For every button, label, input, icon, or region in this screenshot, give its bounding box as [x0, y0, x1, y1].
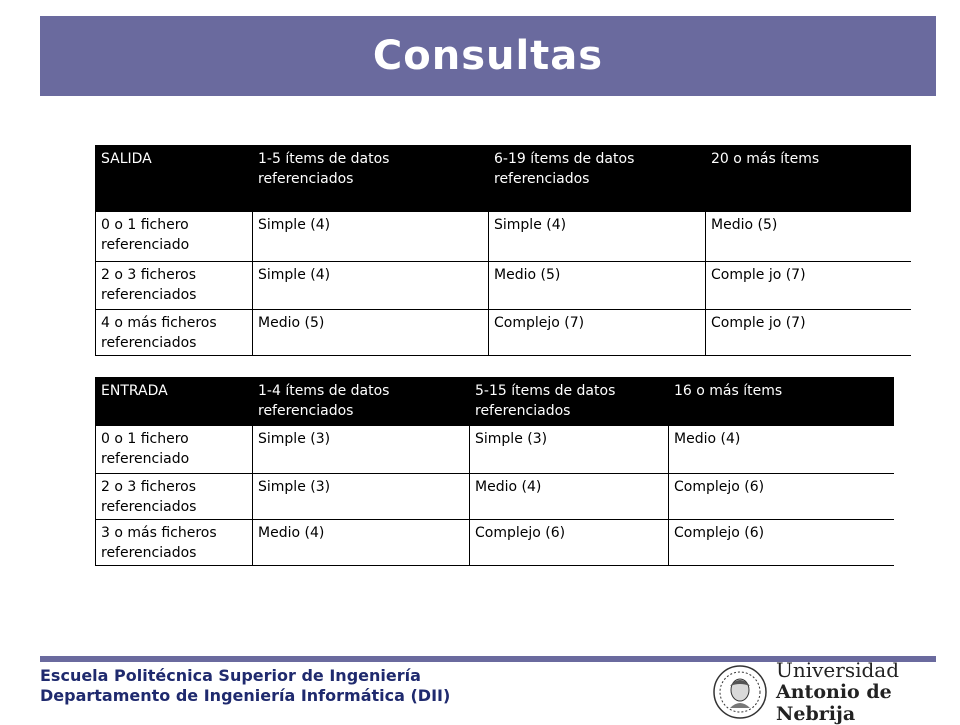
table-cell: Complejo (6) [470, 520, 669, 566]
table-cell: Medio (4) [669, 426, 894, 474]
table-cell: Simple (4) [253, 212, 489, 262]
table-cell: Comple jo (7) [706, 310, 911, 356]
page-title: Consultas [372, 33, 604, 79]
table-cell: Medio (5) [706, 212, 911, 262]
entrada-table [95, 377, 894, 566]
header-cell: 20 o más ítems [706, 146, 911, 212]
footer-department: Departamento de Ingeniería Informática (DII) [40, 686, 451, 705]
table-cell: Simple (3) [253, 474, 470, 520]
header-cell: 1-4 ítems de datos referenciados [253, 378, 470, 426]
table-cell: Medio (4) [470, 474, 669, 520]
table-cell: Medio (5) [253, 310, 489, 356]
table-cell: Simple (3) [253, 426, 470, 474]
table-row [96, 474, 894, 520]
row-label-cell: 0 o 1 fichero referenciado [96, 212, 253, 262]
header-cell: 16 o más ítems [669, 378, 894, 426]
table-cell: Medio (5) [489, 262, 706, 310]
nebrija-seal-icon [712, 664, 768, 720]
university-logo [712, 658, 936, 725]
row-label-cell: 4 o más ficheros referenciados [96, 310, 253, 356]
table-row [96, 520, 894, 566]
row-label-cell: 2 o 3 ficheros referenciados [96, 474, 253, 520]
logo-name: Antonio de Nebrija [776, 681, 892, 725]
table-row [96, 212, 911, 262]
table-cell: Complejo (7) [489, 310, 706, 356]
table-cell: Comple jo (7) [706, 262, 911, 310]
table-row [96, 426, 894, 474]
header-cell: ENTRADA [96, 378, 253, 426]
table-row [96, 262, 911, 310]
table-cell: Simple (4) [253, 262, 489, 310]
header-cell: 5-15 ítems de datos referenciados [470, 378, 669, 426]
table-header-row [96, 146, 911, 212]
table-cell: Simple (3) [470, 426, 669, 474]
footer-institution [40, 666, 450, 706]
table-cell: Simple (4) [489, 212, 706, 262]
header-cell: 6-19 ítems de datos referenciados [489, 146, 706, 212]
header-cell: 1-5 ítems de datos referenciados [253, 146, 489, 212]
title-bar [40, 16, 936, 96]
footer-school: Escuela Politécnica Superior de Ingeniería [40, 666, 421, 685]
table-header-row [96, 378, 894, 426]
table-cell: Complejo (6) [669, 474, 894, 520]
row-label-cell: 0 o 1 fichero referenciado [96, 426, 253, 474]
header-cell: SALIDA [96, 146, 253, 212]
logo-university: Universidad [776, 658, 900, 682]
row-label-cell: 2 o 3 ficheros referenciados [96, 262, 253, 310]
table-cell: Medio (4) [253, 520, 470, 566]
table-cell: Complejo (6) [669, 520, 894, 566]
salida-table [95, 145, 911, 356]
table-row [96, 310, 911, 356]
row-label-cell: 3 o más ficheros referenciados [96, 520, 253, 566]
